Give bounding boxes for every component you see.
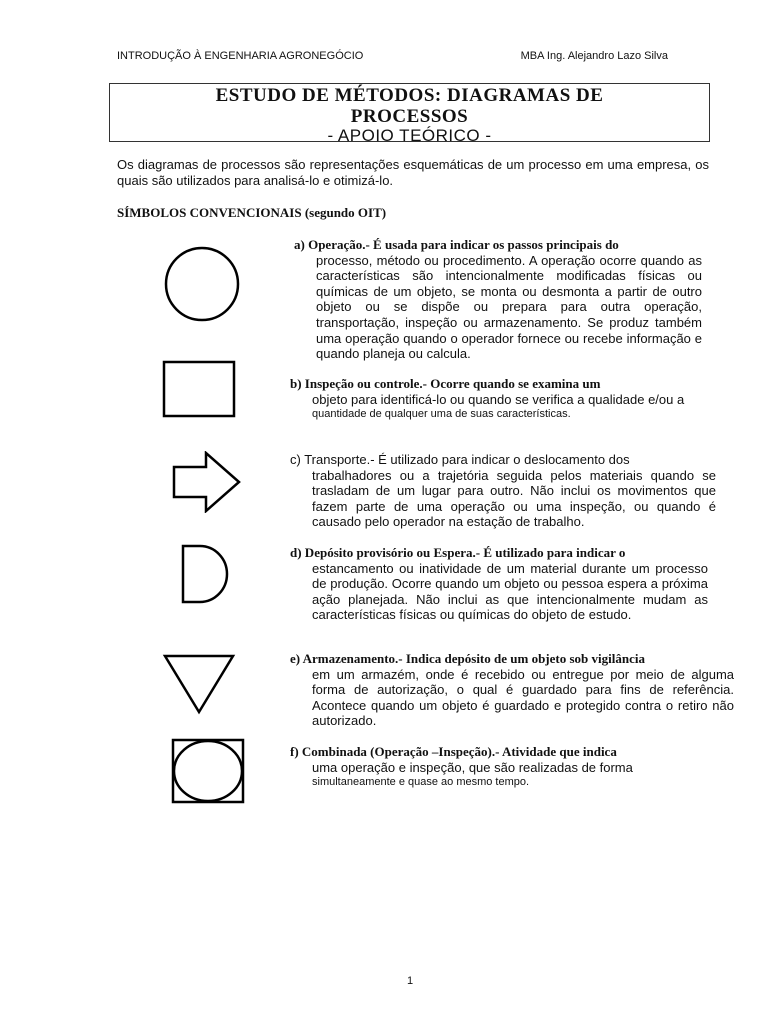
page-number: 1	[406, 975, 414, 987]
symbol-text-inspecao-small: quantidade de qualquer uma de suas características.	[312, 408, 571, 421]
symbol-text-combinada-small: simultaneamente e quase ao mesmo tempo.	[312, 776, 530, 789]
symbol-text-armazenamento: em um armazém, onde é recebido ou entregue por meio de alguma forma de autorização, o qual é guardado para fins de referência. Acontece quando um objeto é guardado e protegido contra o retiro não autorizado.	[312, 666, 734, 729]
inverted-triangle-icon	[162, 653, 236, 715]
symbol-text-espera: estancamento ou inatividade de um material durante um processo de produção. Ocorre quando um objeto ou pessoa espera a próxima ação planejada. Não inclui as que intencionalmente mudam as características físicas ou químicas do objeto de estudo.	[312, 560, 708, 623]
d-shape-icon	[180, 543, 232, 605]
symbol-item-espera	[290, 545, 708, 623]
symbol-text-operacao: processo, método ou procedimento. A operação ocorre quando as características são intencionalmente modificadas físicas ou químicas de um objeto, se monta ou desmonta a partir de outro objeto ou se dispõe ou prepara para outra operação, transportação, inspeção ou armazenamento. Se produz também uma operação quando o operador fornece ou recebe informação e quando planeja ou calcula.	[316, 252, 702, 362]
title-subtitle: - APOIO TEÓRICO -	[327, 126, 492, 145]
symbol-item-armazenamento	[290, 651, 734, 729]
square-icon	[162, 360, 236, 418]
circle-in-square-icon	[171, 738, 245, 804]
header-course-title: INTRODUÇÃO À ENGENHARIA AGRONEGÓCIO	[117, 50, 364, 62]
symbol-item-combinada	[290, 744, 698, 791]
symbol-lead-inspecao: b) Inspeção ou controle.- Ocorre quando se examina um	[290, 376, 601, 391]
symbol-lead-operacao: a) Operação.- É usada para indicar os passos principais do	[294, 237, 619, 252]
circle-icon	[164, 246, 240, 322]
symbol-item-inspecao	[290, 376, 726, 423]
intro-paragraph: Os diagramas de processos são representações esquemáticas de um processo em uma empresa, os quais são utilizados para analisá-lo e otimizá-lo.	[117, 157, 709, 188]
symbol-lead-armazenamento: e) Armazenamento.- Indica depósito de um objeto sob vigilância	[290, 651, 645, 666]
header-author: MBA Ing. Alejandro Lazo Silva	[520, 50, 668, 62]
symbol-lead-combinada: f) Combinada (Operação –Inspeção).- Atividade que indica	[290, 744, 617, 759]
symbol-item-transporte	[290, 452, 716, 530]
symbol-text-combinada: uma operação e inspeção, que são realizadas de forma	[312, 759, 633, 775]
symbol-lead-espera: d) Depósito provisório ou Espera.- É utilizado para indicar o	[290, 545, 626, 560]
title-line-2: PROCESSOS	[350, 106, 469, 127]
symbol-text-inspecao: objeto para identificá-lo ou quando se verifica a qualidade e/ou a	[312, 391, 685, 407]
symbol-item-operacao	[294, 237, 702, 362]
section-heading: SÍMBOLOS CONVENCIONAIS (segundo OIT)	[117, 205, 387, 220]
title-line-1: ESTUDO DE MÉTODOS: DIAGRAMAS DE	[215, 85, 604, 106]
arrow-right-icon	[172, 451, 242, 513]
symbol-lead-transporte: c) Transporte.- É utilizado para indicar o deslocamento dos	[290, 452, 630, 467]
title-box	[109, 83, 710, 145]
symbol-text-transporte: trabalhadores ou a trajetória seguida pelos materiais quando se trasladam de um lugar para outro. Não inclui os movimentos que fazem parte de uma operação ou uma inspeção, ou quando é causado pelo operador na estação de trabalho.	[312, 467, 716, 530]
